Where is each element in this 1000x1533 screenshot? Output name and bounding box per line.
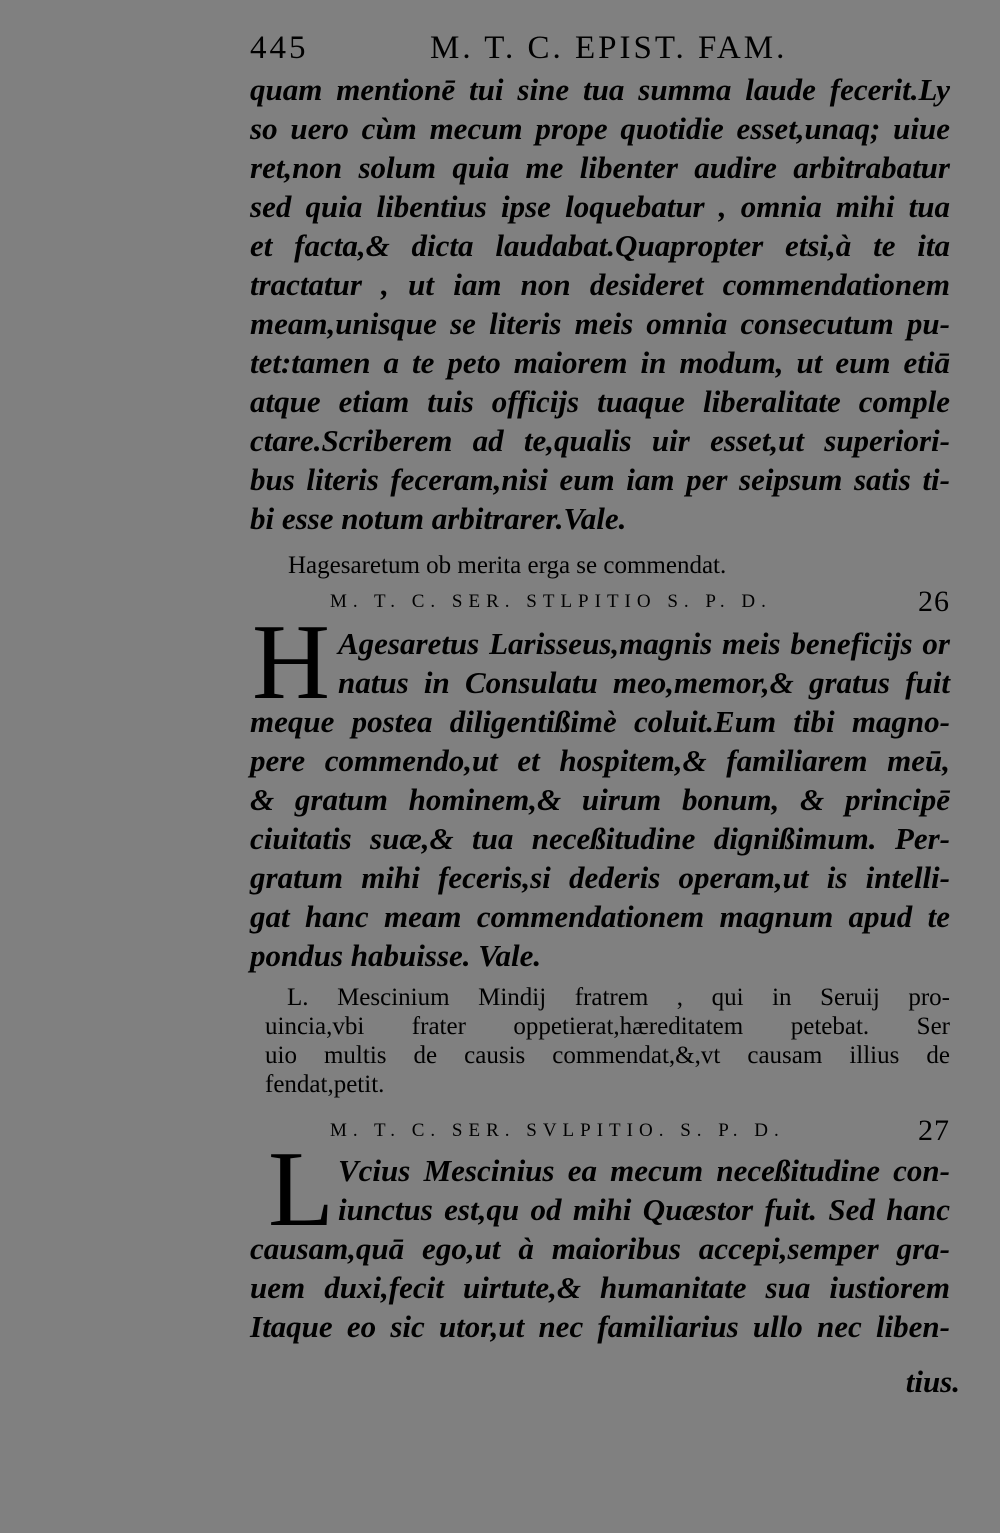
text-line: Itaque eo sic utor,ut nec familiarius ullo nec liben- <box>250 1309 950 1344</box>
letter-26-body-indented <box>338 624 950 702</box>
letter-number: 26 <box>918 585 950 618</box>
text-line: uem duxi,fecit uirtute,& humanitate sua iustiorem <box>250 1270 950 1305</box>
summary-line: L. Mescinium Mindij fratrem , qui in Seruij pro- <box>287 984 950 1011</box>
text-line: bi esse notum arbitrarer.Vale. <box>250 501 627 536</box>
running-header <box>250 30 950 70</box>
text-line: ret,non solum quia me libenter audire arbitrabatur <box>250 150 950 185</box>
drop-cap: H <box>252 603 330 722</box>
text-line: gat hanc meam commendationem magnum apud te <box>250 899 950 934</box>
text-line: et facta,& dicta laudabat.Quapropter etsi,à te ita <box>250 228 950 263</box>
text-line: Agesaretus Larisseus,magnis meis beneficijs or <box>338 626 950 661</box>
page-number: 445 <box>250 30 309 66</box>
letter-27-salutation <box>330 1114 950 1152</box>
text-line: meque postea diligentißimè coluit.Eum tibi magno- <box>250 704 950 739</box>
running-title: M. T. C. EPIST. FAM. <box>430 30 788 66</box>
text-line: sed quia libentius ipse loquebatur , omnia mihi tua <box>250 189 950 224</box>
text-line: pondus habuisse. Vale. <box>250 938 542 973</box>
text-line: gratum mihi feceris,si dederis operam,ut is intelli- <box>250 860 950 895</box>
letter-number: 27 <box>918 1114 950 1147</box>
summary-line: uincia,vbi frater oppetierat,hæreditatem petebat. Ser <box>265 1013 950 1040</box>
letter-27-body <box>250 1229 950 1346</box>
summary-line: uio multis de causis commendat,&,vt causam illius de <box>265 1042 950 1069</box>
text-line: tractatur , ut iam non desideret commendationem <box>250 267 950 302</box>
text-line: & gratum hominem,& uirum bonum, & principē <box>250 782 950 817</box>
letter-26-body <box>250 702 950 975</box>
catchword: tius. <box>905 1364 960 1399</box>
text-line: Vcius Mescinius ea mecum neceßitudine con- <box>338 1153 950 1188</box>
text-line: quam mentionē tui sine tua summa laude fecerit.Ly <box>250 72 950 107</box>
text-line: so uero cùm mecum prope quotidie esset,unaq; uiue <box>250 111 950 146</box>
text-line: tet:tamen a te peto maiorem in modum, ut eum etiā <box>250 345 950 380</box>
letter-26-summary <box>288 551 950 580</box>
summary-line: Hagesaretum ob merita erga se commendat. <box>288 552 727 579</box>
letter-27-body-indented <box>338 1151 950 1229</box>
summary-line: fendat,petit. <box>265 1071 385 1098</box>
text-line: iunctus est,qu od mihi Quæstor fuit. Sed hanc <box>338 1192 950 1227</box>
drop-cap: L <box>268 1130 334 1249</box>
text-line: meam,unisque se literis meis omnia consecutum pu- <box>250 306 950 341</box>
text-line: causam,quā ego,ut à maioribus accepi,semper gra- <box>250 1231 950 1266</box>
letter-27-summary <box>265 983 950 1099</box>
text-line: bus literis feceram,nisi eum iam per seipsum satis ti- <box>250 462 950 497</box>
salutation-text: M. T. C. SER. STLPITIO S. P. D. <box>330 591 772 612</box>
text-line: ciuitatis suæ,& tua neceßitudine dignißimum. Per- <box>250 821 950 856</box>
text-line: atque etiam tuis officijs tuaque liberalitate comple <box>250 384 950 419</box>
letter-26-salutation <box>330 585 950 623</box>
salutation-text: M. T. C. SER. SVLPITIO. S. P. D. <box>330 1120 785 1141</box>
text-line: natus in Consulatu meo,memor,& gratus fuit <box>338 665 950 700</box>
letter-25-ending <box>250 70 950 538</box>
text-line: pere commendo,ut et hospitem,& familiarem meū, <box>250 743 950 778</box>
text-line: ctare.Scriberem ad te,qualis uir esset,ut superiori- <box>250 423 950 458</box>
